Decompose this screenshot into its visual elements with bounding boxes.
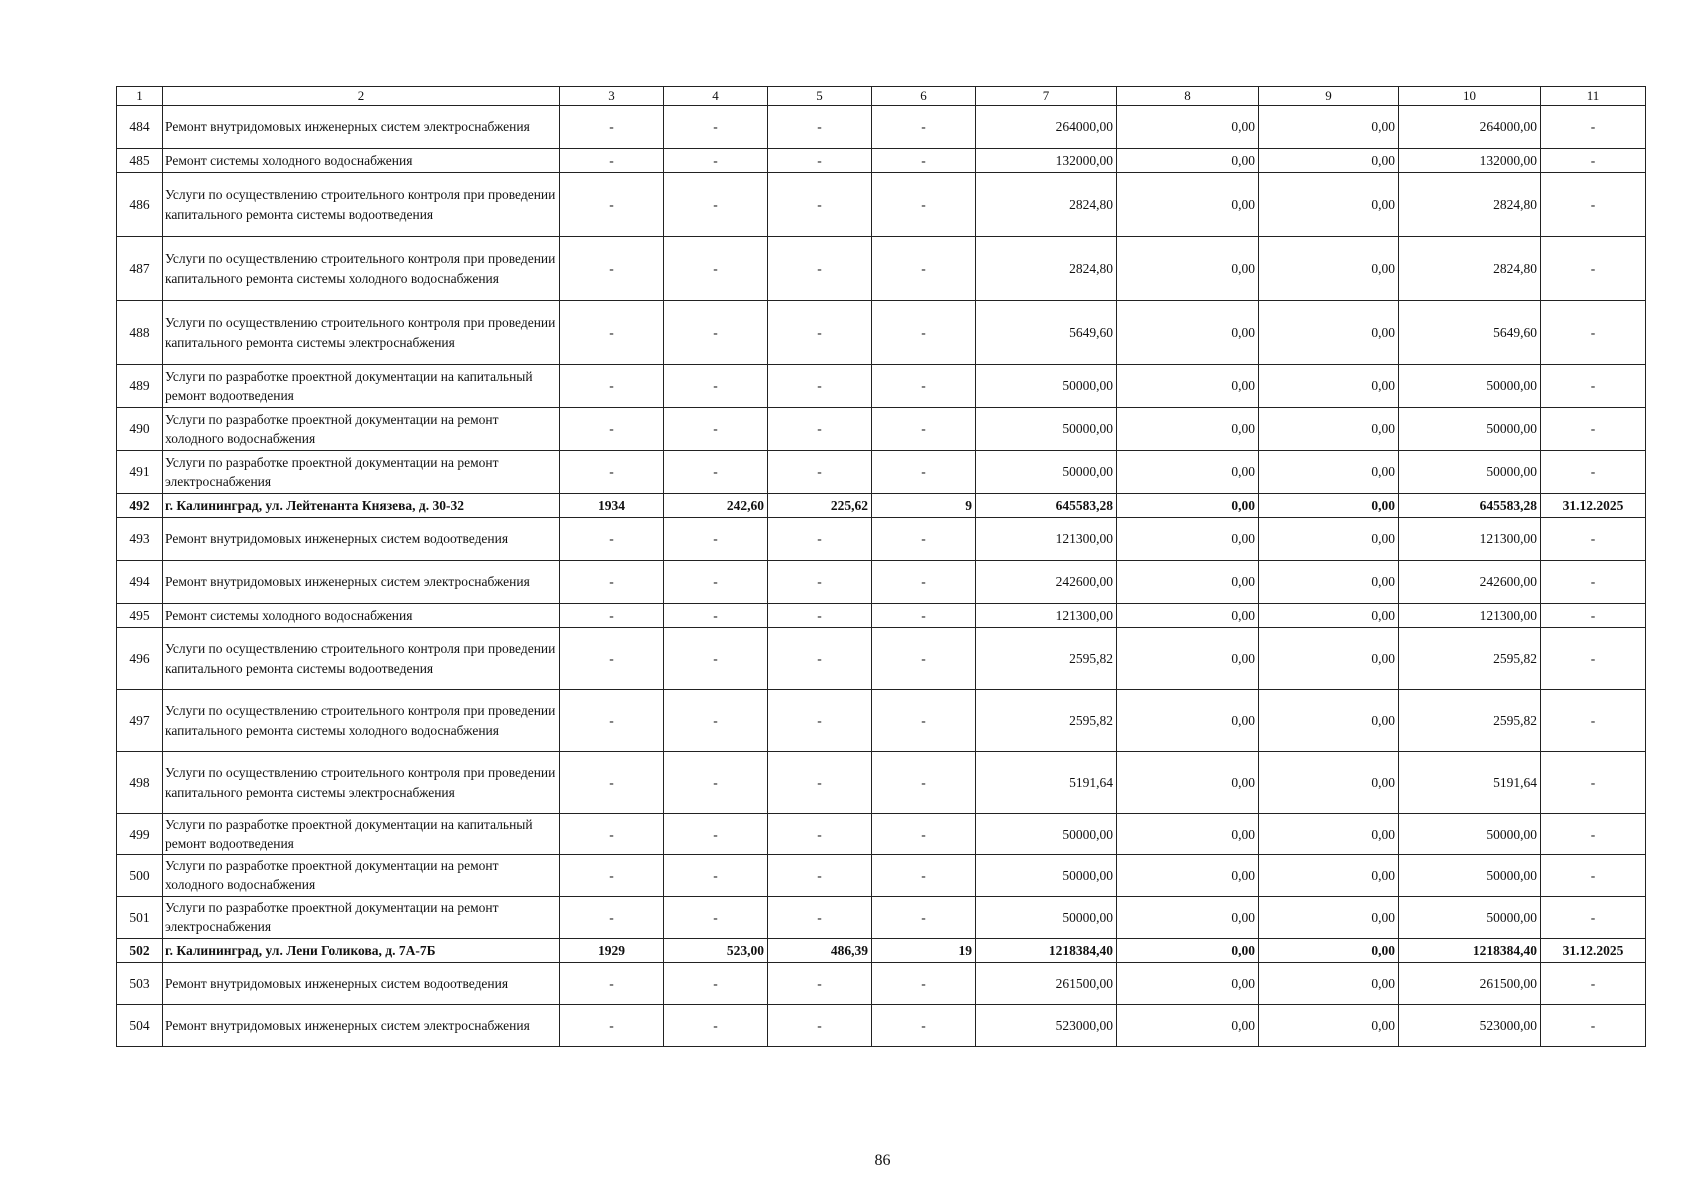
living-area-cell: - (768, 451, 872, 494)
row-number-cell: 489 (117, 365, 163, 408)
header-cell: 11 (1541, 87, 1646, 106)
residents-cell: - (872, 408, 976, 451)
row-number-cell: 500 (117, 855, 163, 896)
owner-funds-cell: 50000,00 (1399, 896, 1541, 938)
total-cost-cell: 132000,00 (976, 149, 1117, 173)
work-name-cell: Ремонт внутридомовых инженерных систем электроснабжения (163, 106, 560, 149)
total-cost-cell: 5649,60 (976, 301, 1117, 365)
table-row (117, 604, 1646, 628)
row-number-cell: 497 (117, 690, 163, 752)
residents-cell: - (872, 962, 976, 1004)
work-name-cell: Услуги по разработке проектной документации на капитальный ремонт водоотведения (163, 365, 560, 408)
work-name-cell: Ремонт внутридомовых инженерных систем электроснабжения (163, 1004, 560, 1046)
completion-date-cell: - (1541, 518, 1646, 561)
table-row (117, 962, 1646, 1004)
residents-cell: - (872, 365, 976, 408)
header-cell: 3 (560, 87, 664, 106)
table-row (117, 628, 1646, 690)
residents-cell: - (872, 752, 976, 814)
work-name-cell: Услуги по осуществлению строительного контроля при проведении капитального ремонта системы электроснабжения (163, 301, 560, 365)
owner-funds-cell: 50000,00 (1399, 408, 1541, 451)
total-area-cell: 523,00 (664, 938, 768, 962)
year-cell: - (560, 1004, 664, 1046)
owner-funds-cell: 264000,00 (1399, 106, 1541, 149)
total-area-cell: - (664, 690, 768, 752)
completion-date-cell: - (1541, 173, 1646, 237)
total-cost-cell: 264000,00 (976, 106, 1117, 149)
total-area-cell: - (664, 301, 768, 365)
federal-funds-cell: 0,00 (1117, 301, 1259, 365)
total-cost-cell: 50000,00 (976, 855, 1117, 896)
total-area-cell: - (664, 752, 768, 814)
residents-cell: - (872, 518, 976, 561)
total-area-cell: - (664, 604, 768, 628)
total-cost-cell: 645583,28 (976, 494, 1117, 518)
federal-funds-cell: 0,00 (1117, 814, 1259, 855)
owner-funds-cell: 2824,80 (1399, 173, 1541, 237)
year-cell: - (560, 604, 664, 628)
residents-cell: - (872, 814, 976, 855)
living-area-cell: - (768, 408, 872, 451)
row-number-cell: 486 (117, 173, 163, 237)
owner-funds-cell: 5649,60 (1399, 301, 1541, 365)
total-cost-cell: 242600,00 (976, 561, 1117, 604)
total-area-cell: 242,60 (664, 494, 768, 518)
living-area-cell: - (768, 814, 872, 855)
year-cell: - (560, 561, 664, 604)
year-cell: - (560, 628, 664, 690)
regional-funds-cell: 0,00 (1259, 149, 1399, 173)
table-row (117, 752, 1646, 814)
owner-funds-cell: 121300,00 (1399, 604, 1541, 628)
work-name-cell: Услуги по осуществлению строительного контроля при проведении капитального ремонта системы холодного водоснабжения (163, 690, 560, 752)
header-cell: 4 (664, 87, 768, 106)
row-number-cell: 488 (117, 301, 163, 365)
living-area-cell: - (768, 149, 872, 173)
owner-funds-cell: 50000,00 (1399, 855, 1541, 896)
total-area-cell: - (664, 1004, 768, 1046)
year-cell: - (560, 173, 664, 237)
table-row (117, 451, 1646, 494)
regional-funds-cell: 0,00 (1259, 814, 1399, 855)
living-area-cell: - (768, 752, 872, 814)
work-name-cell: Услуги по осуществлению строительного контроля при проведении капитального ремонта системы водоотведения (163, 173, 560, 237)
regional-funds-cell: 0,00 (1259, 938, 1399, 962)
year-cell: - (560, 518, 664, 561)
row-number-cell: 495 (117, 604, 163, 628)
owner-funds-cell: 2595,82 (1399, 628, 1541, 690)
row-number-cell: 490 (117, 408, 163, 451)
total-area-cell: - (664, 149, 768, 173)
row-number-cell: 484 (117, 106, 163, 149)
table-row (117, 814, 1646, 855)
row-number-cell: 493 (117, 518, 163, 561)
regional-funds-cell: 0,00 (1259, 561, 1399, 604)
owner-funds-cell: 1218384,40 (1399, 938, 1541, 962)
federal-funds-cell: 0,00 (1117, 408, 1259, 451)
living-area-cell: - (768, 1004, 872, 1046)
row-number-cell: 496 (117, 628, 163, 690)
completion-date-cell: - (1541, 237, 1646, 301)
residents-cell: - (872, 896, 976, 938)
residents-cell: - (872, 106, 976, 149)
table-row (117, 1004, 1646, 1046)
total-cost-cell: 50000,00 (976, 365, 1117, 408)
federal-funds-cell: 0,00 (1117, 962, 1259, 1004)
row-number-cell: 487 (117, 237, 163, 301)
completion-date-cell: - (1541, 561, 1646, 604)
work-name-cell: Услуги по разработке проектной документации на ремонт холодного водоснабжения (163, 408, 560, 451)
total-area-cell: - (664, 451, 768, 494)
residents-cell: - (872, 451, 976, 494)
table-row (117, 237, 1646, 301)
total-area-cell: - (664, 855, 768, 896)
row-number-cell: 504 (117, 1004, 163, 1046)
residents-cell: - (872, 237, 976, 301)
completion-date-cell: - (1541, 365, 1646, 408)
completion-date-cell: - (1541, 752, 1646, 814)
year-cell: - (560, 752, 664, 814)
living-area-cell: - (768, 301, 872, 365)
federal-funds-cell: 0,00 (1117, 628, 1259, 690)
header-cell: 10 (1399, 87, 1541, 106)
year-cell: - (560, 962, 664, 1004)
owner-funds-cell: 50000,00 (1399, 814, 1541, 855)
living-area-cell: - (768, 962, 872, 1004)
table-row (117, 690, 1646, 752)
total-area-cell: - (664, 814, 768, 855)
completion-date-cell: - (1541, 855, 1646, 896)
table-body (117, 87, 1646, 1047)
completion-date-cell: - (1541, 690, 1646, 752)
table-row (117, 855, 1646, 896)
federal-funds-cell: 0,00 (1117, 604, 1259, 628)
owner-funds-cell: 50000,00 (1399, 451, 1541, 494)
federal-funds-cell: 0,00 (1117, 237, 1259, 301)
residents-cell: - (872, 149, 976, 173)
row-number-cell: 502 (117, 938, 163, 962)
completion-date-cell: - (1541, 106, 1646, 149)
total-cost-cell: 50000,00 (976, 814, 1117, 855)
regional-funds-cell: 0,00 (1259, 604, 1399, 628)
work-name-cell: Услуги по разработке проектной документации на капитальный ремонт водоотведения (163, 814, 560, 855)
living-area-cell: 225,62 (768, 494, 872, 518)
federal-funds-cell: 0,00 (1117, 173, 1259, 237)
residents-cell: - (872, 628, 976, 690)
residents-cell: - (872, 690, 976, 752)
completion-date-cell: - (1541, 604, 1646, 628)
living-area-cell: - (768, 604, 872, 628)
regional-funds-cell: 0,00 (1259, 408, 1399, 451)
table-row (117, 106, 1646, 149)
table-row (117, 301, 1646, 365)
document-page (116, 86, 1646, 1047)
regional-funds-cell: 0,00 (1259, 896, 1399, 938)
header-cell: 6 (872, 87, 976, 106)
total-area-cell: - (664, 561, 768, 604)
work-name-cell: Ремонт внутридомовых инженерных систем водоотведения (163, 962, 560, 1004)
year-cell: - (560, 106, 664, 149)
header-cell: 2 (163, 87, 560, 106)
total-cost-cell: 1218384,40 (976, 938, 1117, 962)
federal-funds-cell: 0,00 (1117, 561, 1259, 604)
regional-funds-cell: 0,00 (1259, 752, 1399, 814)
table-row (117, 561, 1646, 604)
total-cost-cell: 121300,00 (976, 518, 1117, 561)
completion-date-cell: - (1541, 962, 1646, 1004)
living-area-cell: 486,39 (768, 938, 872, 962)
owner-funds-cell: 242600,00 (1399, 561, 1541, 604)
row-number-cell: 491 (117, 451, 163, 494)
living-area-cell: - (768, 561, 872, 604)
total-area-cell: - (664, 106, 768, 149)
owner-funds-cell: 2595,82 (1399, 690, 1541, 752)
residents-cell: 19 (872, 938, 976, 962)
table-row (117, 896, 1646, 938)
total-area-cell: - (664, 365, 768, 408)
header-cell: 9 (1259, 87, 1399, 106)
year-cell: - (560, 365, 664, 408)
regional-funds-cell: 0,00 (1259, 106, 1399, 149)
owner-funds-cell: 523000,00 (1399, 1004, 1541, 1046)
federal-funds-cell: 0,00 (1117, 690, 1259, 752)
total-cost-cell: 2824,80 (976, 173, 1117, 237)
total-area-cell: - (664, 408, 768, 451)
federal-funds-cell: 0,00 (1117, 494, 1259, 518)
completion-date-cell: 31.12.2025 (1541, 494, 1646, 518)
year-cell: - (560, 451, 664, 494)
total-cost-cell: 121300,00 (976, 604, 1117, 628)
work-name-cell: Услуги по разработке проектной документации на ремонт холодного водоснабжения (163, 855, 560, 896)
header-cell: 5 (768, 87, 872, 106)
owner-funds-cell: 132000,00 (1399, 149, 1541, 173)
year-cell: - (560, 301, 664, 365)
work-name-cell: Ремонт системы холодного водоснабжения (163, 604, 560, 628)
living-area-cell: - (768, 106, 872, 149)
work-name-cell: Услуги по осуществлению строительного контроля при проведении капитального ремонта системы электроснабжения (163, 752, 560, 814)
total-cost-cell: 50000,00 (976, 896, 1117, 938)
regional-funds-cell: 0,00 (1259, 628, 1399, 690)
work-name-cell: Услуги по осуществлению строительного контроля при проведении капитального ремонта системы водоотведения (163, 628, 560, 690)
residents-cell: - (872, 1004, 976, 1046)
work-name-cell: Ремонт внутридомовых инженерных систем водоотведения (163, 518, 560, 561)
owner-funds-cell: 2824,80 (1399, 237, 1541, 301)
row-number-cell: 501 (117, 896, 163, 938)
federal-funds-cell: 0,00 (1117, 451, 1259, 494)
row-number-cell: 498 (117, 752, 163, 814)
row-number-cell: 485 (117, 149, 163, 173)
federal-funds-cell: 0,00 (1117, 752, 1259, 814)
total-cost-cell: 2595,82 (976, 690, 1117, 752)
completion-date-cell: - (1541, 149, 1646, 173)
work-name-cell: Ремонт внутридомовых инженерных систем электроснабжения (163, 561, 560, 604)
total-cost-cell: 50000,00 (976, 451, 1117, 494)
residents-cell: - (872, 173, 976, 237)
federal-funds-cell: 0,00 (1117, 1004, 1259, 1046)
residents-cell: - (872, 604, 976, 628)
work-name-cell: г. Калининград, ул. Лейтенанта Князева, д. 30-32 (163, 494, 560, 518)
header-cell: 8 (1117, 87, 1259, 106)
completion-date-cell: - (1541, 896, 1646, 938)
completion-date-cell: - (1541, 1004, 1646, 1046)
living-area-cell: - (768, 855, 872, 896)
completion-date-cell: - (1541, 628, 1646, 690)
total-cost-cell: 2824,80 (976, 237, 1117, 301)
total-area-cell: - (664, 173, 768, 237)
regional-funds-cell: 0,00 (1259, 173, 1399, 237)
regional-funds-cell: 0,00 (1259, 365, 1399, 408)
total-cost-cell: 2595,82 (976, 628, 1117, 690)
living-area-cell: - (768, 173, 872, 237)
total-cost-cell: 261500,00 (976, 962, 1117, 1004)
column-number-header-row (117, 87, 1646, 106)
table-row (117, 938, 1646, 962)
federal-funds-cell: 0,00 (1117, 365, 1259, 408)
year-cell: - (560, 149, 664, 173)
table-row (117, 173, 1646, 237)
residents-cell: - (872, 301, 976, 365)
living-area-cell: - (768, 896, 872, 938)
work-name-cell: г. Калининград, ул. Лени Голикова, д. 7А-7Б (163, 938, 560, 962)
table-row (117, 518, 1646, 561)
federal-funds-cell: 0,00 (1117, 106, 1259, 149)
table-row (117, 365, 1646, 408)
total-area-cell: - (664, 896, 768, 938)
completion-date-cell: - (1541, 814, 1646, 855)
regional-funds-cell: 0,00 (1259, 451, 1399, 494)
repair-schedule-table (116, 86, 1646, 1047)
residents-cell: - (872, 855, 976, 896)
year-cell: 1934 (560, 494, 664, 518)
total-cost-cell: 523000,00 (976, 1004, 1117, 1046)
owner-funds-cell: 261500,00 (1399, 962, 1541, 1004)
completion-date-cell: 31.12.2025 (1541, 938, 1646, 962)
regional-funds-cell: 0,00 (1259, 962, 1399, 1004)
year-cell: - (560, 855, 664, 896)
header-cell: 1 (117, 87, 163, 106)
regional-funds-cell: 0,00 (1259, 518, 1399, 561)
year-cell: - (560, 237, 664, 301)
completion-date-cell: - (1541, 301, 1646, 365)
row-number-cell: 503 (117, 962, 163, 1004)
federal-funds-cell: 0,00 (1117, 149, 1259, 173)
owner-funds-cell: 121300,00 (1399, 518, 1541, 561)
year-cell: 1929 (560, 938, 664, 962)
residents-cell: 9 (872, 494, 976, 518)
total-cost-cell: 50000,00 (976, 408, 1117, 451)
living-area-cell: - (768, 690, 872, 752)
completion-date-cell: - (1541, 408, 1646, 451)
regional-funds-cell: 0,00 (1259, 1004, 1399, 1046)
living-area-cell: - (768, 628, 872, 690)
federal-funds-cell: 0,00 (1117, 938, 1259, 962)
total-area-cell: - (664, 237, 768, 301)
living-area-cell: - (768, 237, 872, 301)
owner-funds-cell: 645583,28 (1399, 494, 1541, 518)
residents-cell: - (872, 561, 976, 604)
owner-funds-cell: 50000,00 (1399, 365, 1541, 408)
regional-funds-cell: 0,00 (1259, 237, 1399, 301)
owner-funds-cell: 5191,64 (1399, 752, 1541, 814)
work-name-cell: Услуги по осуществлению строительного контроля при проведении капитального ремонта системы холодного водоснабжения (163, 237, 560, 301)
total-area-cell: - (664, 628, 768, 690)
year-cell: - (560, 814, 664, 855)
total-cost-cell: 5191,64 (976, 752, 1117, 814)
row-number-cell: 494 (117, 561, 163, 604)
year-cell: - (560, 690, 664, 752)
table-row (117, 149, 1646, 173)
table-row (117, 494, 1646, 518)
row-number-cell: 492 (117, 494, 163, 518)
row-number-cell: 499 (117, 814, 163, 855)
completion-date-cell: - (1541, 451, 1646, 494)
regional-funds-cell: 0,00 (1259, 690, 1399, 752)
regional-funds-cell: 0,00 (1259, 494, 1399, 518)
federal-funds-cell: 0,00 (1117, 518, 1259, 561)
total-area-cell: - (664, 962, 768, 1004)
work-name-cell: Ремонт системы холодного водоснабжения (163, 149, 560, 173)
page-number: 86 (874, 1152, 891, 1169)
work-name-cell: Услуги по разработке проектной документации на ремонт электроснабжения (163, 451, 560, 494)
year-cell: - (560, 408, 664, 451)
living-area-cell: - (768, 518, 872, 561)
header-cell: 7 (976, 87, 1117, 106)
federal-funds-cell: 0,00 (1117, 896, 1259, 938)
total-area-cell: - (664, 518, 768, 561)
work-name-cell: Услуги по разработке проектной документации на ремонт электроснабжения (163, 896, 560, 938)
federal-funds-cell: 0,00 (1117, 855, 1259, 896)
regional-funds-cell: 0,00 (1259, 301, 1399, 365)
regional-funds-cell: 0,00 (1259, 855, 1399, 896)
living-area-cell: - (768, 365, 872, 408)
table-row (117, 408, 1646, 451)
year-cell: - (560, 896, 664, 938)
